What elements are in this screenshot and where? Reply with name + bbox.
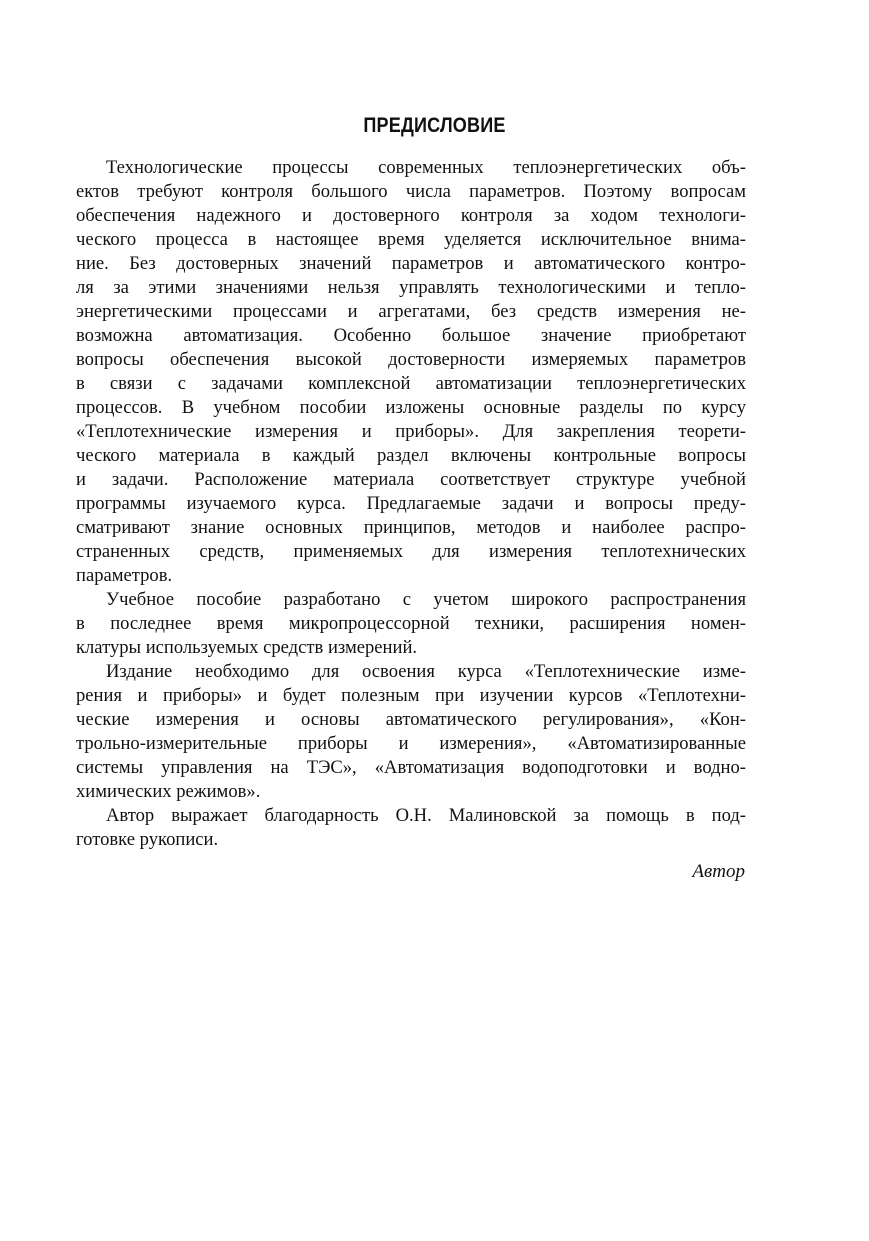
paragraph-1-line-10: в связи с задачами комплексной автоматизации теплоэнергетических (76, 373, 746, 394)
page-title: ПРЕДИСЛОВИЕ (363, 114, 506, 137)
paragraph-1-line-11: процессов. В учебном пособии изложены основные разделы по курсу (76, 397, 746, 418)
paragraph-1-line-6: ля за этими значениями нельзя управлять технологическими и тепло- (76, 277, 746, 298)
paragraph-4-line-2: готовке рукописи. (76, 829, 219, 850)
title-container (0, 113, 820, 139)
paragraph-1-line-5: ние. Без достоверных значений параметров и автоматического контро- (76, 253, 746, 274)
author-signature: Автор (692, 861, 745, 882)
paragraph-1-line-15: программы изучаемого курса. Предлагаемые задачи и вопросы преду- (76, 493, 746, 514)
paragraph-3-line-4: трольно-измерительные приборы и измерения», «Автоматизированные (76, 733, 746, 754)
paragraph-3-line-1: Издание необходимо для освоения курса «Теплотехнические изме- (106, 661, 746, 682)
paragraph-1-line-7: энергетическими процессами и агрегатами, без средств измерения не- (76, 301, 746, 322)
paragraph-1-line-1: Технологические процессы современных теплоэнергетических объ- (106, 157, 746, 178)
paragraph-1-line-14: и задачи. Расположение материала соответствует структуре учебной (76, 469, 746, 490)
paragraph-1-line-17: страненных средств, применяемых для измерения теплотехнических (76, 541, 746, 562)
paragraph-1-line-13: ческого материала в каждый раздел включены контрольные вопросы (76, 445, 746, 466)
paragraph-1-line-18: параметров. (76, 565, 173, 586)
paragraph-1-line-2: ектов требуют контроля большого числа параметров. Поэтому вопросам (76, 181, 746, 202)
preface-body (76, 156, 746, 852)
paragraph-3-line-5: системы управления на ТЭС», «Автоматизация водоподготовки и водно- (76, 757, 746, 778)
paragraph-2-line-1: Учебное пособие разработано с учетом широкого распространения (106, 589, 746, 610)
paragraph-3-line-2: рения и приборы» и будет полезным при изучении курсов «Теплотехни- (76, 685, 746, 706)
paragraph-3-line-6: химических режимов». (76, 781, 261, 802)
paragraph-1-line-4: ческого процесса в настоящее время уделяется исключительное внима- (76, 229, 746, 250)
paragraph-1-line-8: возможна автоматизация. Особенно большое значение приобретают (76, 325, 746, 346)
paragraph-1-line-12: «Теплотехнические измерения и приборы». Для закрепления теорети- (76, 421, 746, 442)
paragraph-2-line-3: клатуры используемых средств измерений. (76, 637, 418, 658)
paragraph-1-line-9: вопросы обеспечения высокой достоверности измеряемых параметров (76, 349, 746, 370)
paragraph-1-line-3: обеспечения надежного и достоверного контроля за ходом технологи- (76, 205, 746, 226)
paragraph-1-line-16: сматривают знание основных принципов, методов и наиболее распро- (76, 517, 746, 538)
paragraph-4-line-1: Автор выражает благодарность О.Н. Малиновской за помощь в под- (106, 805, 746, 826)
paragraph-2-line-2: в последнее время микропроцессорной техники, расширения номен- (76, 613, 746, 634)
paragraph-3-line-3: ческие измерения и основы автоматического регулирования», «Кон- (76, 709, 746, 730)
